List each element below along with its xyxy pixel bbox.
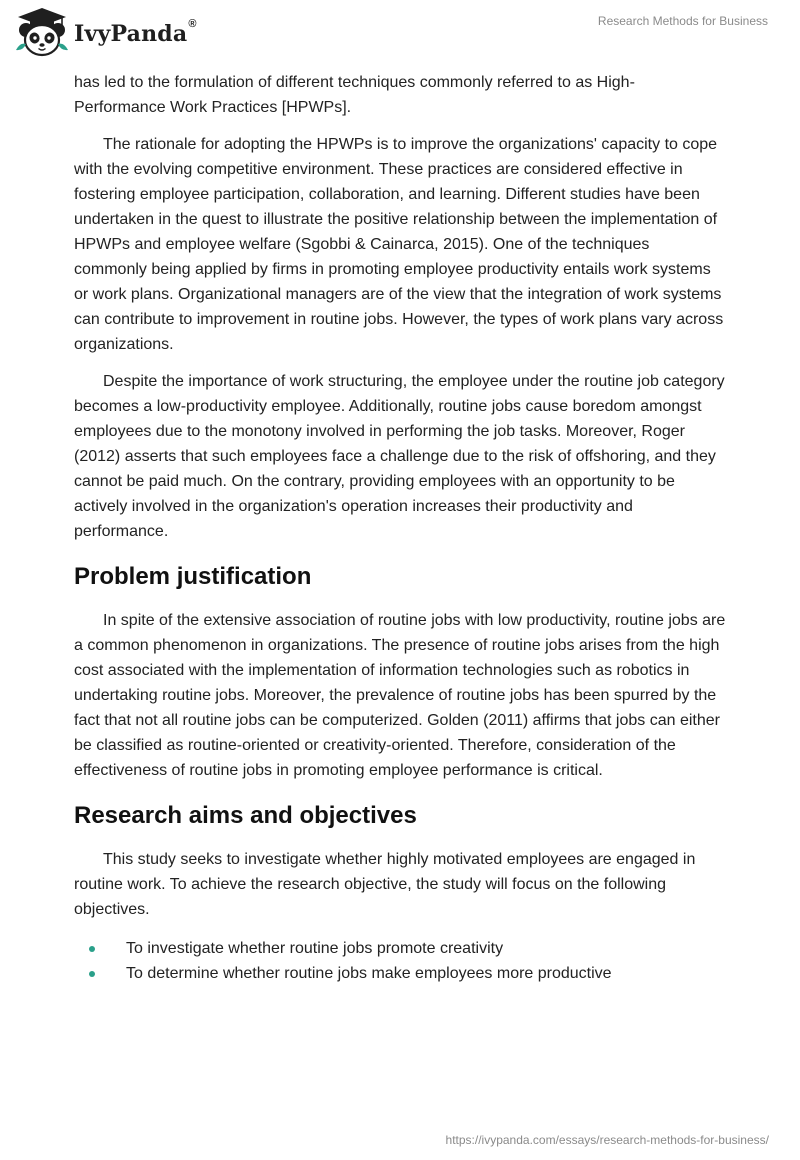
paragraph-problem: In spite of the extensive association of routine jobs with low productivity, routine jobs are a common phenomenon in organizations. The presence of routine jobs arises from the high cost associated with the implementation of information technologies such as robotics in undertaking routine jobs. Moreover, the prevalence of routine jobs has been spurred by the fact that not all routine jobs can be computerized. Golden (2011) affirms that jobs can either be classified as routine-oriented or creativity-oriented. Therefore, consideration of the effectiveness of routine jobs in promoting employee performance is critical. [74,612,726,779]
list-item [74,961,726,986]
objective-text: To investigate whether routine jobs promote creativity [126,940,504,957]
ivypanda-logo[interactable] [14,6,197,58]
objective-text: To determine whether routine jobs make employees more productive [126,965,612,982]
essay-content [74,70,726,986]
heading-research-aims: Research aims and objectives [74,802,417,829]
brand-name: IvyPanda® [74,18,197,47]
objectives-list [74,936,726,986]
heading-problem-justification: Problem justification [74,563,312,590]
paragraph-aims: This study seeks to investigate whether highly motivated employees are engaged in routine work. To achieve the research objective, the study will focus on the following objectives. [74,851,696,918]
document-title: Research Methods for Business [597,14,768,28]
paragraph-intro-continued: has led to the formulation of different techniques commonly referred to as High-Performance Work Practices [HPWPs]. [74,74,635,116]
paragraph-rationale: The rationale for adopting the HPWPs is to improve the organizations' capacity to cope with the evolving competitive environment. These practices are considered effective in fostering employee participation, collaboration, and learning. Different studies have been undertaken in the quest to illustrate the positive relationship between the implementation of HPWPs and employee welfare (Sgobbi & Cainarca, 2015). One of the techniques commonly being applied by firms in promoting employee productivity entails work systems or work plans. Organizational managers are of the view that the integration of work systems can contribute to improvement in routine jobs. However, the types of work plans vary across organizations. [74,136,724,353]
paragraph-despite: Despite the importance of work structuring, the employee under the routine job category becomes a low-productivity employee. Additionally, routine jobs cause boredom amongst employees due to the monotony involved in performing the job tasks. Moreover, Roger (2012) asserts that such employees face a challenge due to the risk of offshoring, and they cannot be paid much. On the contrary, providing employees with an opportunity to be actively involved in the organization's operation increases their productivity and performance. [74,373,725,540]
list-item [74,936,726,961]
bullet-icon [89,946,95,952]
panda-graduate-icon [14,6,70,58]
bullet-icon [89,971,95,977]
footer-url[interactable]: https://ivypanda.com/essays/research-methods-for-business/ [445,1133,769,1147]
page-header [0,0,800,64]
